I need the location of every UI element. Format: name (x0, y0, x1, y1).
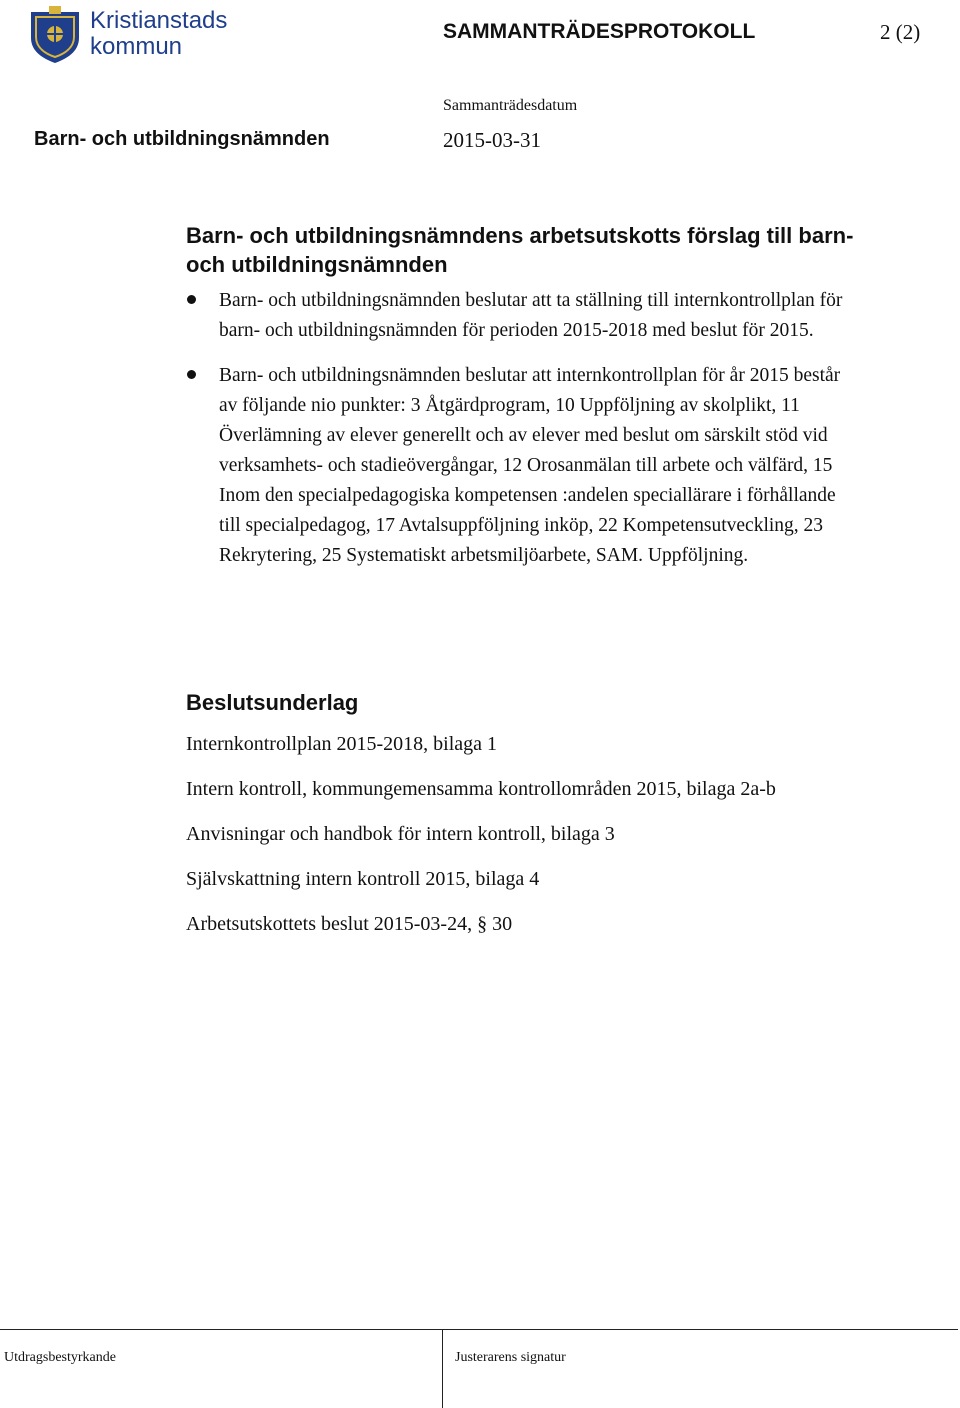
proposal-item (186, 286, 846, 346)
document-type: SAMMANTRÄDESPROTOKOLL (443, 20, 756, 43)
basis-item: Anvisningar och handbok för intern kontroll, bilaga 3 (186, 823, 615, 845)
bullet-icon (187, 295, 196, 304)
basis-item: Internkontrollplan 2015-2018, bilaga 1 (186, 733, 498, 755)
footer-extract-certification: Utdragsbestyrkande (4, 1350, 116, 1365)
footer-column-divider (442, 1329, 443, 1408)
meeting-date-label: Sammanträdesdatum (443, 97, 578, 114)
basis-item: Arbetsutskottets beslut 2015-03-24, § 30 (186, 913, 513, 935)
basis-list (186, 730, 886, 955)
basis-item: Självskattning intern kontroll 2015, bilaga 4 (186, 868, 540, 890)
meeting-date: 2015-03-31 (443, 128, 541, 152)
coat-of-arms-icon (28, 6, 82, 64)
proposal-item-text: Barn- och utbildningsnämnden beslutar att ta ställning till internkontrollplan för barn- och utbildningsnämnden för perioden 2015-2018 med beslut för 2015. (219, 290, 843, 341)
proposal-heading: Barn- och utbildningsnämndens arbetsutskotts förslag till barn- och utbildningsnämnden (186, 223, 854, 277)
footer-signature: Justerarens signatur (455, 1350, 566, 1365)
bullet-icon (187, 370, 196, 379)
proposal-list (186, 286, 846, 586)
basis-item: Intern kontroll, kommungemensamma kontrollområden 2015, bilaga 2a-b (186, 778, 776, 800)
org-name-line1: Kristianstads (90, 7, 228, 34)
committee-name: Barn- och utbildningsnämnden (34, 128, 330, 150)
footer-divider (0, 1329, 958, 1330)
org-name-line2: kommun (90, 33, 183, 60)
basis-heading: Beslutsunderlag (186, 690, 359, 715)
page-number: 2 (2) (880, 20, 921, 44)
logo-wordmark (90, 8, 227, 60)
proposal-item-text: Barn- och utbildningsnämnden beslutar att internkontrollplan för år 2015 består av följande nio punkter: 3 Åtgärdprogram, 10 Uppföljning av skolplikt, 11 Överlämning av elever generellt och av elever med beslut om särskilt stöd vid verksamhets- och stadieövergångar, 12 Orosanmälan till arbete och välfärd, 15 Inom den specialpedagogiska kompetensen :andelen speciallärare i förhållande till specialpedagog, 17 Avtalsuppföljning inköp, 22 Kompetensutveckling, 23 Rekrytering, 25 Systematiskt arbetsmiljöarbete, SAM. Uppföljning. (219, 365, 841, 566)
municipality-logo (28, 6, 228, 66)
proposal-item (186, 361, 846, 571)
